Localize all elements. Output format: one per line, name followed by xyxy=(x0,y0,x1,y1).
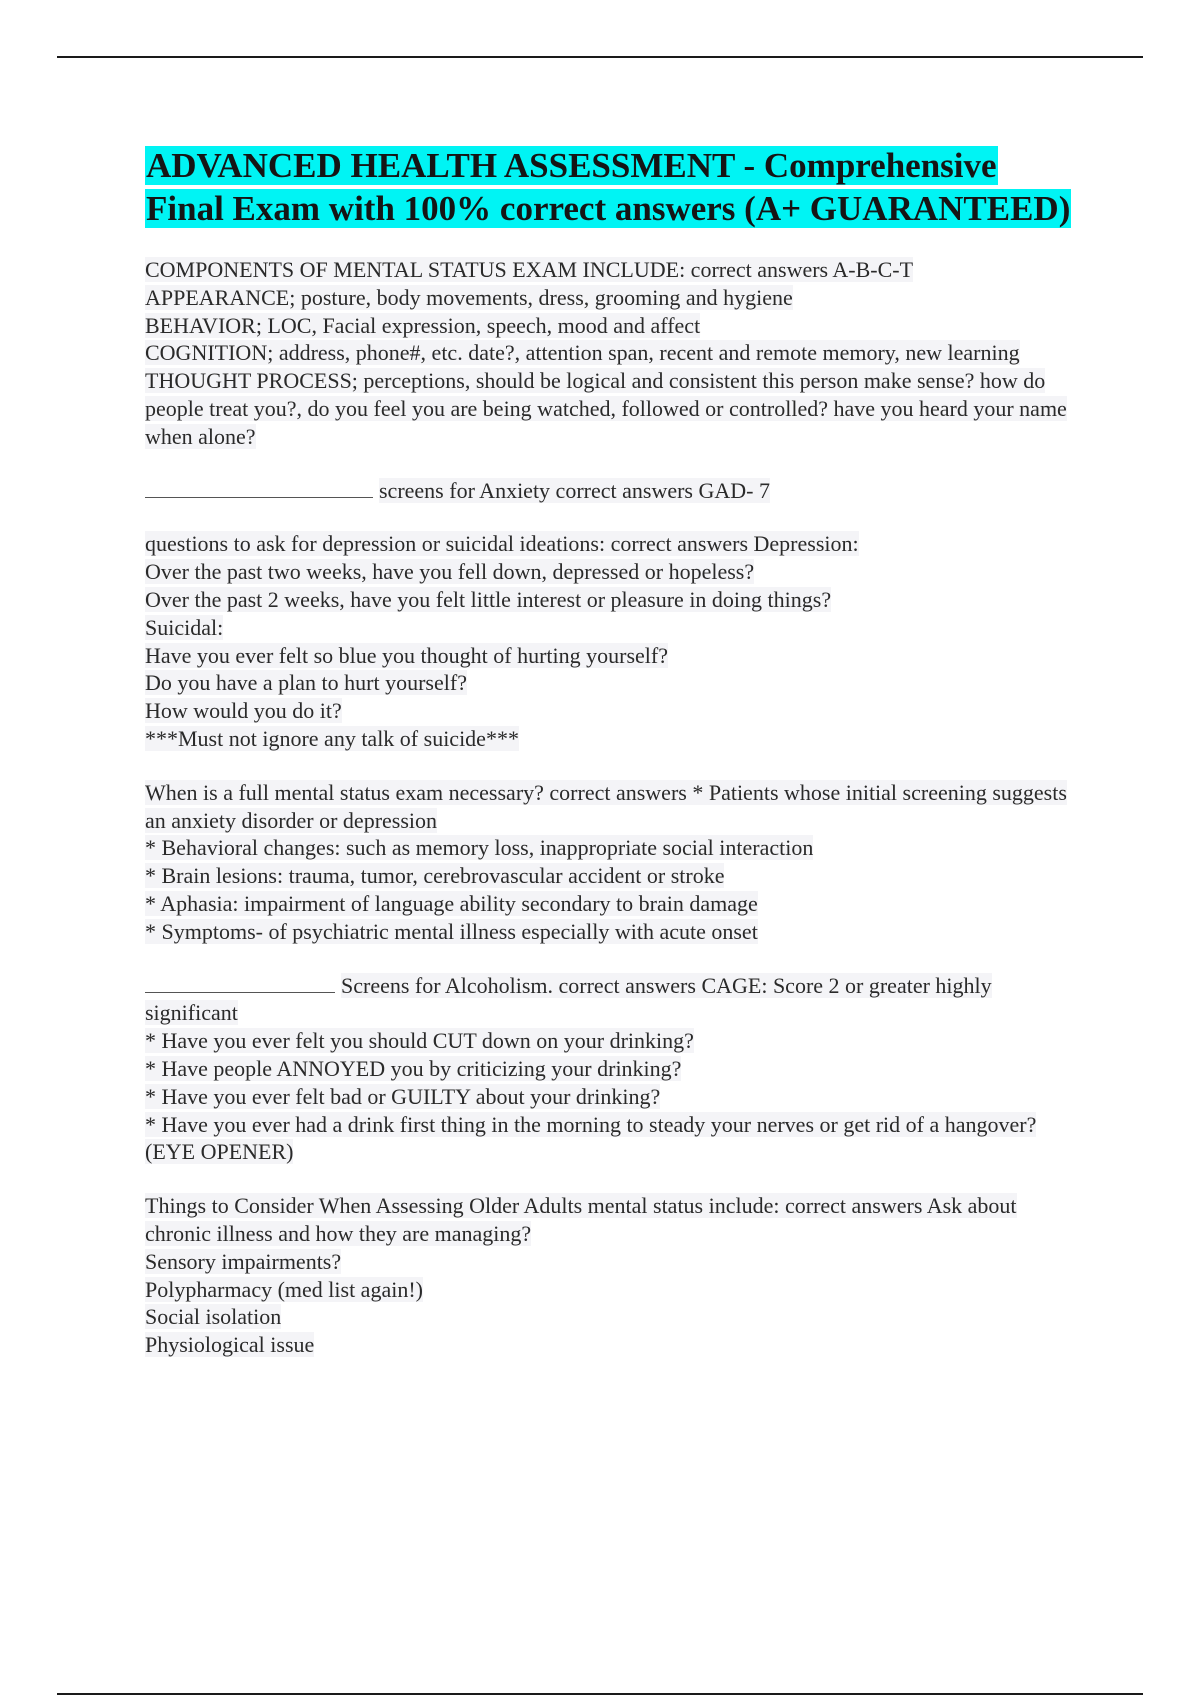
text-line: * Brain lesions: trauma, tumor, cerebrovascular accident or stroke xyxy=(145,863,725,889)
text-line: * Have you ever felt bad or GUILTY about your drinking? xyxy=(145,1083,661,1109)
fill-in-blank xyxy=(145,972,335,993)
alcoholism-section xyxy=(145,972,1075,1167)
text-line: Things to Consider When Assessing Older Adults mental status include: correct answers Ask about chronic illness and how they are managing? xyxy=(145,1193,1017,1246)
bottom-rule xyxy=(57,1693,1143,1695)
text-line: Screens for Alcoholism. correct answers CAGE: Score 2 or greater highly significant xyxy=(145,972,992,1026)
title-highlight: ADVANCED HEALTH ASSESSMENT - Comprehensive Final Exam with 100% correct answers (A+ GUARANTEED) xyxy=(146,146,1071,228)
top-rule xyxy=(57,56,1143,58)
text-line: * Have people ANNOYED you by criticizing your drinking? xyxy=(145,1055,682,1081)
text-line: THOUGHT PROCESS; perceptions, should be logical and consistent this person make sense? how do people treat you?, do you feel you are being watched, followed or controlled? have you heard your name when alone? xyxy=(145,368,1067,449)
fill-in-blank xyxy=(145,477,373,498)
document-title xyxy=(145,144,1075,230)
text-line: * Aphasia: impairment of language ability secondary to brain damage xyxy=(145,890,758,916)
text-line: questions to ask for depression or suicidal ideations: correct answers Depression: xyxy=(145,531,859,557)
text-line: * Have you ever had a drink first thing in the morning to steady your nerves or get rid of a hangover? (EYE OPENER) xyxy=(145,1111,1037,1165)
text-line: When is a full mental status exam necessary? correct answers * Patients whose initial screening suggests an anxiety disorder or depression xyxy=(145,779,1067,833)
older-adults-section xyxy=(145,1192,1075,1359)
text-line: BEHAVIOR; LOC, Facial expression, speech, mood and affect xyxy=(145,312,701,338)
text-line: * Symptoms- of psychiatric mental illness especially with acute onset xyxy=(145,918,758,944)
text-line: COGNITION; address, phone#, etc. date?, attention span, recent and remote memory, new learning xyxy=(145,340,1020,366)
document-body xyxy=(145,144,1075,1385)
text-line: Polypharmacy (med list again!) xyxy=(145,1276,423,1302)
full-exam-section xyxy=(145,779,1075,946)
text-line: ***Must not ignore any talk of suicide*** xyxy=(145,725,519,751)
text-line: Sensory impairments? xyxy=(145,1248,342,1274)
text-line: Social isolation xyxy=(145,1304,282,1330)
text-line: * Have you ever felt you should CUT down on your drinking? xyxy=(145,1028,694,1054)
text-line: APPEARANCE; posture, body movements, dress, grooming and hygiene xyxy=(145,284,793,310)
text-line: Physiological issue xyxy=(145,1332,315,1358)
text-line: COMPONENTS OF MENTAL STATUS EXAM INCLUDE: correct answers A-B-C-T xyxy=(145,257,914,282)
mental-status-section xyxy=(145,256,1075,451)
text-line: Over the past 2 weeks, have you felt little interest or pleasure in doing things? xyxy=(145,586,832,612)
text-line: screens for Anxiety correct answers GAD- 7 xyxy=(145,477,1075,505)
text-line: Have you ever felt so blue you thought of hurting yourself? xyxy=(145,642,668,668)
text-line: Over the past two weeks, have you fell down, depressed or hopeless? xyxy=(145,559,755,585)
text-line: Suicidal: xyxy=(145,614,224,640)
depression-section xyxy=(145,530,1075,752)
anxiety-section xyxy=(145,477,1075,505)
text-line: How would you do it? xyxy=(145,698,342,724)
text-line: * Behavioral changes: such as memory loss, inappropriate social interaction xyxy=(145,835,814,861)
text-line: Do you have a plan to hurt yourself? xyxy=(145,670,467,696)
